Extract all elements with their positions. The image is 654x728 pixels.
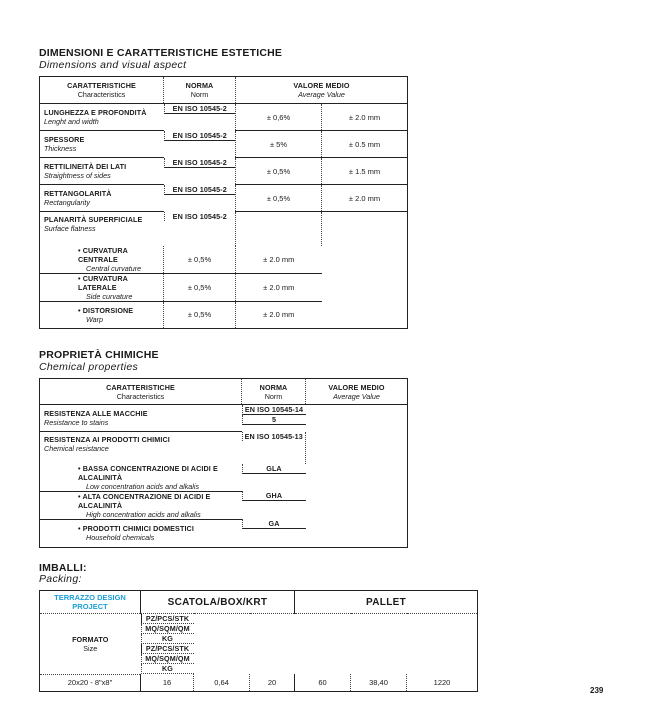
header-norm-it: NORMA bbox=[259, 382, 288, 392]
sub-label: • CURVATURA LATERALE bbox=[78, 273, 128, 292]
cell-pallet-pcs: 60 bbox=[295, 674, 351, 691]
packing-table bbox=[39, 590, 478, 692]
header-value bbox=[236, 77, 408, 104]
header-val-en: Average Value bbox=[333, 391, 380, 401]
chem-norm: EN ISO 10545-13 bbox=[242, 432, 306, 441]
header-characteristics bbox=[40, 77, 164, 104]
flatness-norm: EN ISO 10545-2 bbox=[164, 212, 236, 221]
table-row bbox=[40, 464, 408, 492]
sub-label-en: Low concentration acids and alkalis bbox=[86, 481, 200, 491]
chem-label: RESISTENZA AI PRODOTTI CHIMICI bbox=[44, 435, 170, 444]
flatness-label: PLANARITÀ SUPERFICIALE bbox=[44, 215, 143, 224]
row-label-en: Rectangularity bbox=[44, 198, 90, 207]
table-row bbox=[40, 519, 408, 547]
header-characteristics bbox=[40, 379, 242, 405]
cell-pallet-kg: 1220 bbox=[407, 674, 478, 691]
brand-label: TERRAZZO DESIGN PROJECT bbox=[40, 591, 141, 614]
header-norm-it: NORMA bbox=[185, 81, 214, 90]
sub-value-mm: ± 2.0 mm bbox=[236, 301, 322, 328]
sub-label-en: Warp bbox=[86, 314, 104, 324]
row-label: LUNGHEZZA E PROFONDITÀ bbox=[44, 108, 147, 117]
flatness-label-en: Surface flatness bbox=[44, 224, 96, 233]
sub-label: • ALTA CONCENTRAZIONE DI ACIDI E ALCALINITÀ bbox=[78, 491, 211, 510]
col-pallet-sqm: MQ/SQM/QM bbox=[141, 654, 194, 664]
chemical-title: PROPRIETÀ CHIMICHE bbox=[39, 349, 159, 361]
row-label-en: Lenght and width bbox=[44, 117, 99, 126]
row-norm: EN ISO 10545-2 bbox=[164, 131, 236, 141]
sub-label-en: Side curvature bbox=[86, 291, 133, 301]
pallet-header: PALLET bbox=[295, 591, 478, 614]
col-pcs: PZ/PCS/STK bbox=[141, 614, 194, 624]
header-char-en: Characteristics bbox=[77, 90, 126, 99]
sub-value-mm: ± 2.0 mm bbox=[236, 273, 322, 301]
table-row bbox=[40, 185, 408, 212]
chemical-table bbox=[39, 378, 408, 548]
row-label: RETTANGOLARITÀ bbox=[44, 189, 112, 198]
sub-label: • DISTORSIONE bbox=[78, 305, 134, 315]
sub-value-mm: ± 2.0 mm bbox=[236, 246, 322, 274]
row-label-en: Straightness of sides bbox=[44, 171, 111, 180]
col-sqm: MQ/SQM/QM bbox=[141, 624, 194, 634]
row-value-percent: ± 5% bbox=[236, 131, 322, 158]
dimensions-table bbox=[39, 76, 408, 329]
stain-norm: EN ISO 10545-14 bbox=[242, 405, 306, 415]
row-value-mm: ± 2.0 mm bbox=[322, 104, 408, 131]
stain-label: RESISTENZA ALLE MACCHIE bbox=[44, 409, 148, 418]
header-val-it: VALORE MEDIO bbox=[293, 81, 350, 90]
dimensions-title: DIMENSIONI E CARATTERISTICHE ESTETICHE bbox=[39, 47, 283, 59]
table-row bbox=[40, 131, 408, 158]
table-row bbox=[40, 674, 478, 691]
sub-value: GLA bbox=[242, 464, 306, 474]
row-value-percent: ± 0,5% bbox=[236, 158, 322, 185]
header-value bbox=[306, 379, 408, 405]
col-kg: KG bbox=[141, 634, 194, 644]
cell-kg: 20 bbox=[250, 674, 295, 691]
sub-label: • PRODOTTI CHIMICI DOMESTICI bbox=[78, 524, 194, 533]
row-value-mm: ± 0.5 mm bbox=[322, 131, 408, 158]
header-norm-en: Norm bbox=[264, 391, 283, 401]
row-value-mm: ± 1.5 mm bbox=[322, 158, 408, 185]
table-row bbox=[40, 104, 408, 131]
packing-title: IMBALLI: bbox=[39, 562, 87, 574]
table-row bbox=[40, 301, 408, 328]
flatness-row bbox=[40, 212, 408, 246]
table-row bbox=[40, 246, 408, 274]
sub-value: GA bbox=[242, 519, 306, 529]
format-label-en: Size bbox=[83, 643, 98, 653]
row-value-percent: ± 0,5% bbox=[236, 185, 322, 212]
sub-label-en: Central curvature bbox=[86, 263, 142, 273]
row-value-percent: ± 0,6% bbox=[236, 104, 322, 131]
header-norm-en: Norm bbox=[190, 90, 209, 99]
table-row bbox=[40, 405, 408, 432]
stain-label-en: Resistance to stains bbox=[44, 418, 109, 427]
sub-value-percent: ± 0,5% bbox=[164, 246, 236, 274]
chem-row bbox=[40, 432, 408, 464]
header-char-it: CARATTERISTICHE bbox=[106, 382, 175, 392]
header-char-it: CARATTERISTICHE bbox=[67, 81, 136, 90]
sub-label-en: High concentration acids and alkalis bbox=[86, 509, 201, 519]
table-row bbox=[40, 273, 408, 301]
stain-value: 5 bbox=[242, 415, 306, 425]
row-label: SPESSORE bbox=[44, 135, 85, 144]
col-pallet-kg: KG bbox=[141, 664, 194, 674]
sub-value-percent: ± 0,5% bbox=[164, 273, 236, 301]
box-header: SCATOLA/BOX/KRT bbox=[141, 591, 295, 614]
packing-subtitle: Packing: bbox=[39, 573, 82, 585]
header-val-it: VALORE MEDIO bbox=[328, 382, 385, 392]
table-row bbox=[40, 158, 408, 185]
cell-pallet-sqm: 38,40 bbox=[351, 674, 407, 691]
format-label: FORMATO bbox=[72, 634, 109, 644]
header-val-en: Average Value bbox=[298, 90, 345, 99]
row-norm: EN ISO 10545-2 bbox=[164, 104, 236, 114]
col-pallet-pcs: PZ/PCS/STK bbox=[141, 644, 194, 654]
sub-label: • CURVATURA CENTRALE bbox=[78, 245, 128, 264]
page-number: 239 bbox=[590, 686, 604, 695]
cell-format: 20x20 - 8"x8" bbox=[40, 674, 141, 691]
row-norm: EN ISO 10545-2 bbox=[164, 185, 236, 195]
sub-label: • BASSA CONCENTRAZIONE DI ACIDI E ALCALINITÀ bbox=[78, 463, 218, 482]
row-label-en: Thickness bbox=[44, 144, 77, 153]
header-norm bbox=[242, 379, 306, 405]
header-char-en: Characteristics bbox=[116, 391, 165, 401]
table-row bbox=[40, 491, 408, 519]
row-norm: EN ISO 10545-2 bbox=[164, 158, 236, 168]
chemical-subtitle: Chemical properties bbox=[39, 361, 139, 373]
sub-value: GHA bbox=[242, 491, 306, 501]
sub-value-percent: ± 0,5% bbox=[164, 301, 236, 328]
dimensions-subtitle: Dimensions and visual aspect bbox=[39, 59, 187, 71]
chem-label-en: Chemical resistance bbox=[44, 444, 109, 453]
cell-sqm: 0,64 bbox=[194, 674, 250, 691]
row-label: RETTILINEITÀ DEI LATI bbox=[44, 162, 127, 171]
cell-pcs: 16 bbox=[141, 674, 194, 691]
sub-label-en: Household chemicals bbox=[86, 533, 155, 542]
row-value-mm: ± 2.0 mm bbox=[322, 185, 408, 212]
header-norm bbox=[164, 77, 236, 104]
